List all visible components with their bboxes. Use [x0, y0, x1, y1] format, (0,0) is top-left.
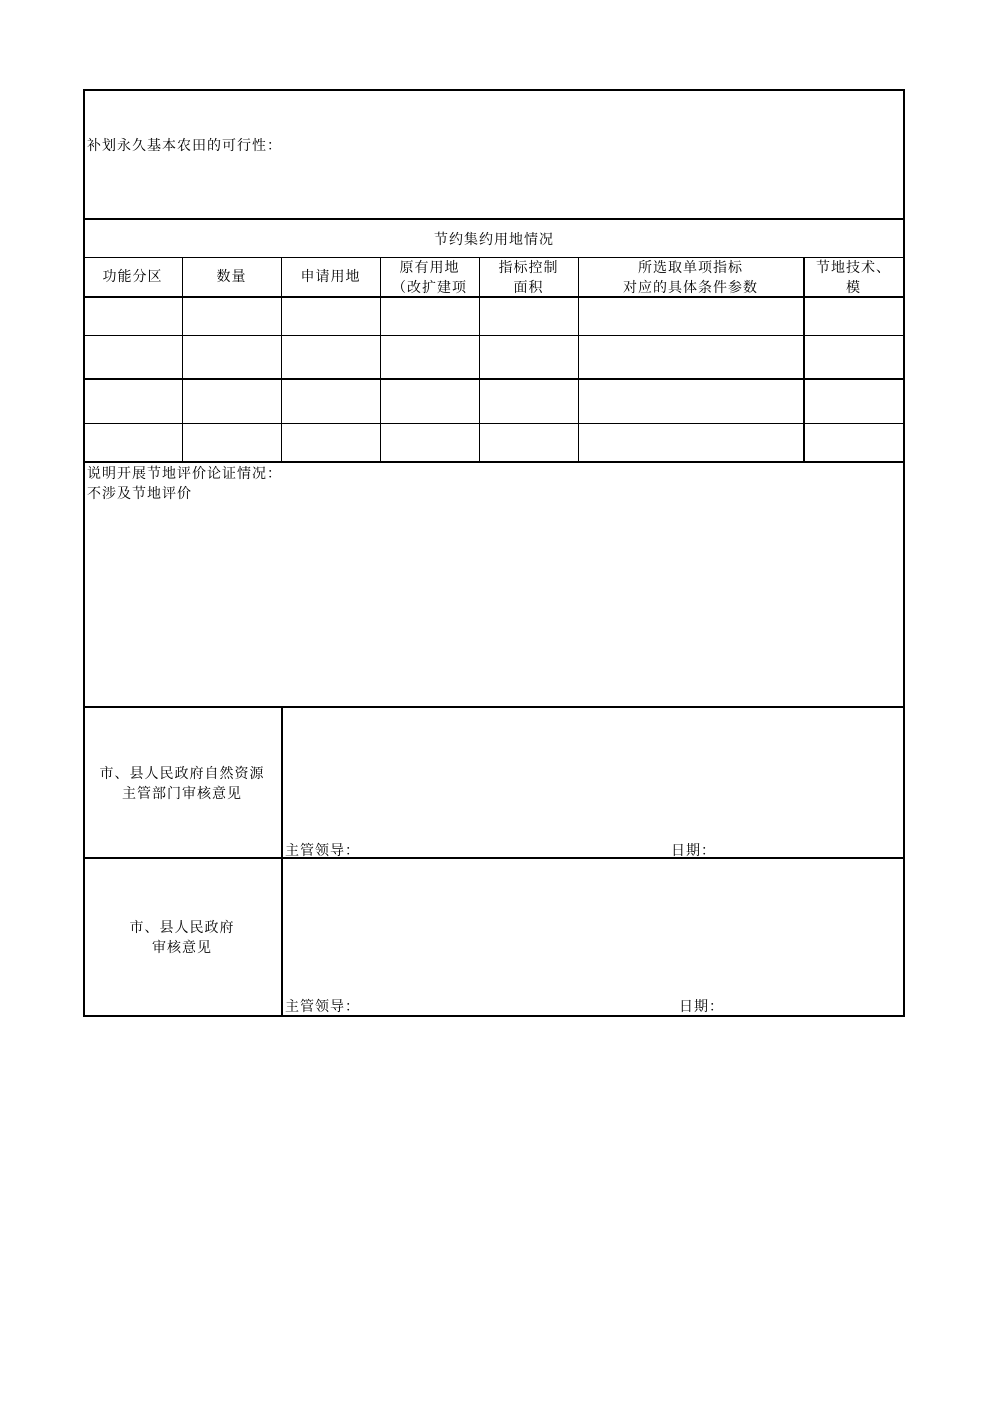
divider — [83, 706, 905, 708]
header-indicator-area — [479, 258, 578, 298]
header-text: 模 — [846, 280, 861, 296]
form-border — [83, 89, 905, 1017]
review1-label — [83, 764, 281, 804]
divider — [83, 378, 905, 380]
review2-label — [83, 918, 281, 958]
header-text: 所选取单项指标 — [638, 260, 743, 276]
review2-leader-label: 主管领导： — [285, 999, 360, 1015]
feasibility-label: 补划永久基本农田的可行性： — [87, 138, 282, 154]
divider — [281, 257, 282, 462]
review-label-line: 审核意见 — [152, 940, 212, 956]
divider — [83, 218, 905, 220]
header-text: 原有用地 — [399, 260, 460, 276]
header-indicator-params — [578, 258, 803, 298]
header-text: 指标控制 — [498, 260, 559, 276]
land-use-title: 节约集约用地情况 — [434, 232, 554, 248]
header-function-zone — [83, 267, 182, 287]
header-text: 功能分区 — [102, 269, 163, 285]
header-land-saving-tech — [804, 258, 903, 298]
divider — [83, 461, 905, 463]
evaluation-label: 说明开展节地评价论证情况： — [87, 466, 282, 482]
review1-date-label: 日期： — [671, 843, 716, 859]
review2-date-label: 日期： — [679, 999, 724, 1015]
review-label-line: 市、县人民政府 — [129, 920, 235, 936]
header-text: 面积 — [513, 280, 544, 296]
evaluation-value: 不涉及节地评价 — [87, 486, 192, 502]
review1-leader-label: 主管领导： — [285, 843, 360, 859]
header-quantity — [182, 267, 281, 287]
divider — [83, 857, 905, 859]
review-label-line: 主管部门审核意见 — [122, 786, 242, 802]
header-text: 节地技术、 — [816, 260, 891, 276]
divider — [281, 707, 283, 1015]
header-applied-land — [281, 267, 380, 287]
divider — [83, 423, 905, 424]
divider — [182, 257, 183, 462]
header-existing-land — [380, 258, 479, 298]
header-text: 申请用地 — [300, 269, 361, 285]
header-text: 数量 — [216, 269, 247, 285]
review-label-line: 市、县人民政府自然资源 — [99, 766, 265, 782]
header-text: 对应的具体条件参数 — [623, 280, 758, 296]
approval-form — [83, 89, 905, 1017]
header-text: （改扩建项 — [392, 280, 467, 296]
divider — [83, 335, 905, 336]
